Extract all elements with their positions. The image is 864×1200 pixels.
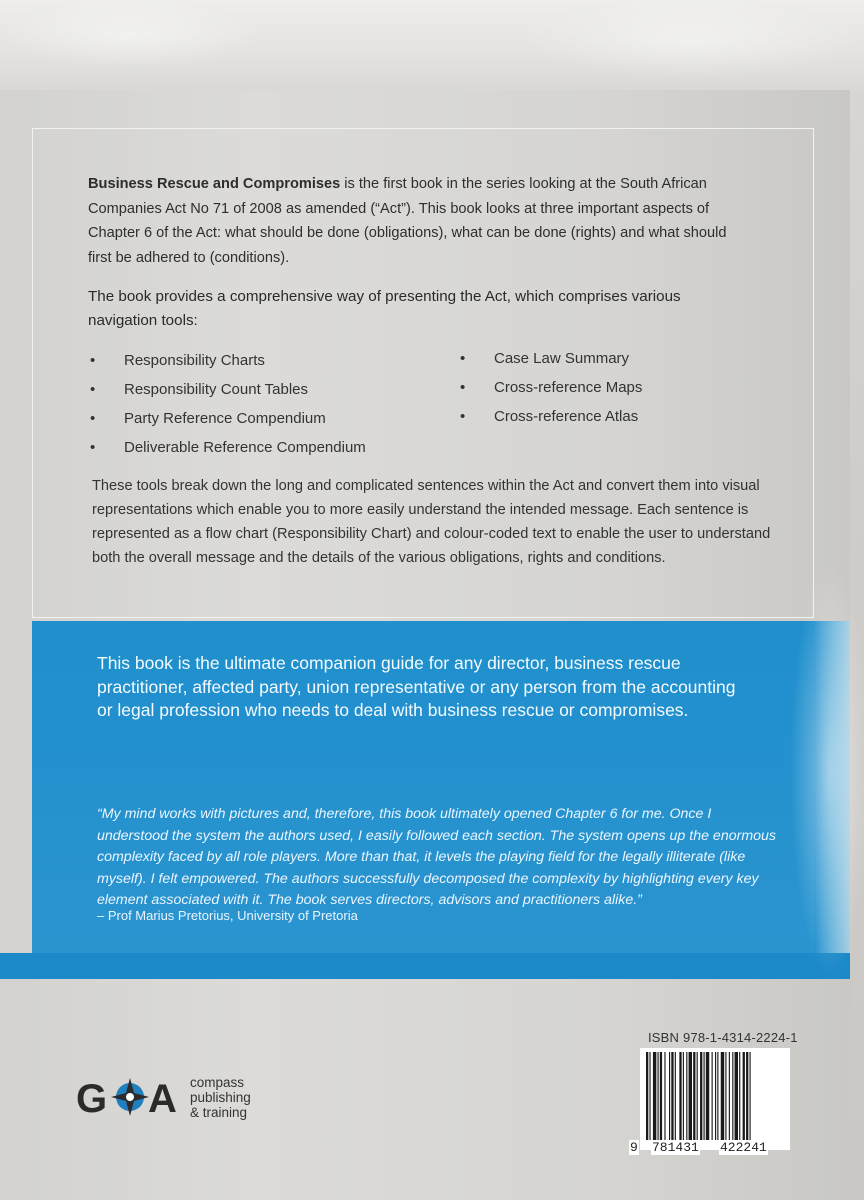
barcode-bar	[664, 1052, 665, 1140]
barcode-bar	[721, 1052, 724, 1140]
barcode-bar	[653, 1052, 656, 1140]
tools-lead: The book provides a comprehensive way of presenting the Act, which comprises various navigation tools:	[88, 288, 681, 329]
barcode-bar	[735, 1052, 738, 1140]
testimonial-attribution: – Prof Marius Pretorius, University of Pretoria	[97, 908, 358, 923]
companion-statement: This book is the ultimate companion guide for any director, business rescue practitioner, affected party, union representative or any person from the accounting or legal profession who needs to deal with business rescue or compromises.	[97, 653, 736, 720]
bullet-icon: •	[90, 352, 96, 369]
barcode-bar	[675, 1052, 676, 1140]
plastic-wrap-top	[0, 0, 864, 92]
testimonial-quote: “My mind works with pictures and, therefore, this book ultimately opened Chapter 6 for me. Once I understood the system the authors used, I easily followed each section. The system opens up the enormous complexity faced by all role players. More than that, it levels the playing field for the legally illiterate (like myself). I felt empowered. The authors successfully decomposed the complexity by highlighting every key element associated with it. The book serves directors, advisors and practitioners alike.”	[97, 806, 777, 908]
barcode-bar	[743, 1052, 745, 1140]
barcode-bar	[729, 1052, 730, 1140]
publisher-line-3: & training	[190, 1105, 248, 1120]
logo-letter-a: A	[148, 1077, 177, 1121]
barcode-bar	[717, 1052, 718, 1140]
barcode-bar	[746, 1052, 748, 1140]
barcode-bar	[706, 1052, 709, 1140]
barcode-bar	[697, 1052, 698, 1140]
bullet-icon: •	[460, 408, 466, 425]
bullet-icon: •	[460, 379, 466, 396]
barcode-bar	[683, 1052, 684, 1140]
book-title: Business Rescue and Compromises	[88, 176, 341, 192]
barcode-bar	[646, 1052, 648, 1140]
barcode-bar	[689, 1052, 692, 1140]
tools-paragraph: These tools break down the long and complicated sentences within the Act and convert them into visual representations which enable you to more easily understand the intended message. Each sentence is represented as a flow chart (Responsibility Chart) and colour-coded text to enable the user to understand both the overall message and the details of the various obligations, rights and conditions.	[92, 478, 771, 566]
blue-strip	[0, 953, 850, 979]
barcode-bar	[658, 1052, 659, 1140]
barcode-bar	[732, 1052, 733, 1140]
barcode-bar	[660, 1052, 662, 1140]
publisher-line-2: publishing	[190, 1090, 251, 1105]
barcode-bar	[693, 1052, 695, 1140]
barcode-bar	[700, 1052, 702, 1140]
barcode-bar	[669, 1052, 670, 1140]
barcode-bar	[704, 1052, 705, 1140]
barcode-bar	[686, 1052, 687, 1140]
barcode	[640, 1048, 790, 1150]
barcode-digits-left: 781431	[652, 1140, 699, 1155]
barcode-bar	[750, 1052, 751, 1140]
isbn-label: ISBN 978-1-4314-2224-1	[648, 1030, 798, 1045]
logo-letter-g: G	[76, 1077, 108, 1121]
compass-rose-icon	[111, 1078, 149, 1116]
bullet-icon: •	[90, 410, 96, 427]
barcode-digit-first: 9	[630, 1140, 638, 1155]
intro-paragraph	[88, 172, 738, 270]
publisher-name	[190, 1075, 251, 1120]
bullet-icon: •	[90, 381, 96, 398]
barcode-bar	[739, 1052, 740, 1140]
barcode-bar	[715, 1052, 716, 1140]
barcode-digits-right: 422241	[720, 1140, 767, 1155]
barcode-bar	[725, 1052, 726, 1140]
barcode-bars	[640, 1048, 790, 1150]
bullet-icon: •	[90, 439, 96, 456]
barcode-bar	[679, 1052, 681, 1140]
blue-panel-edge	[814, 621, 850, 953]
barcode-bar	[712, 1052, 713, 1140]
intro-text: is the first book in the series looking at the South African Companies Act No 71 of 2008 as amended (“Act”). This book looks at three important aspects of Chapter 6 of the Act: what should be done (obligations), what can be done (rights) and what should first be adhered to (conditions).	[88, 176, 727, 266]
bullet-icon: •	[460, 350, 466, 367]
barcode-bar	[671, 1052, 673, 1140]
publisher-line-1: compass	[190, 1075, 245, 1090]
barcode-bar	[649, 1052, 650, 1140]
